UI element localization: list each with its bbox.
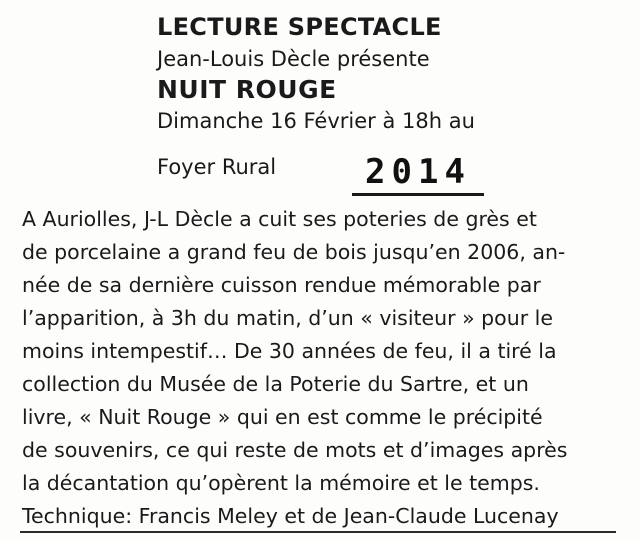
technical-credits: Technique: Francis Meley et de Jean-Claude Lucenay <box>22 504 559 528</box>
body-line: de porcelaine a grand feu de bois jusqu’en 2006, an- <box>22 240 566 264</box>
body-line: moins intempestif… De 30 années de feu, il a tiré la <box>22 339 557 363</box>
show-title: NUIT ROUGE <box>157 75 337 104</box>
body-line: de souvenirs, ce qui reste de mots et d’images après <box>22 438 568 462</box>
event-category: LECTURE SPECTACLE <box>157 13 442 41</box>
presenter-line: Jean-Louis Dècle présente <box>157 47 430 71</box>
body-line: A Auriolles, J-L Dècle a cuit ses poteries de grès et <box>22 207 537 231</box>
body-line: collection du Musée de la Poterie du Sartre, et un <box>22 372 529 396</box>
bottom-rule <box>20 531 616 533</box>
event-venue: Foyer Rural <box>157 155 277 179</box>
body-line: l’apparition, à 3h du matin, d’un « visiteur » pour le <box>22 306 553 330</box>
event-header <box>157 10 517 136</box>
handwritten-year: 2014 <box>352 152 484 196</box>
body-line: livre, « Nuit Rouge » qui en est comme le précipité <box>22 405 543 429</box>
event-date: Dimanche 16 Février à 18h au <box>157 109 475 133</box>
body-line: née de sa dernière cuisson rendue mémorable par <box>22 273 541 297</box>
body-line: la décantation qu’opèrent la mémoire et le temps. <box>22 471 540 495</box>
article-body <box>22 203 622 533</box>
